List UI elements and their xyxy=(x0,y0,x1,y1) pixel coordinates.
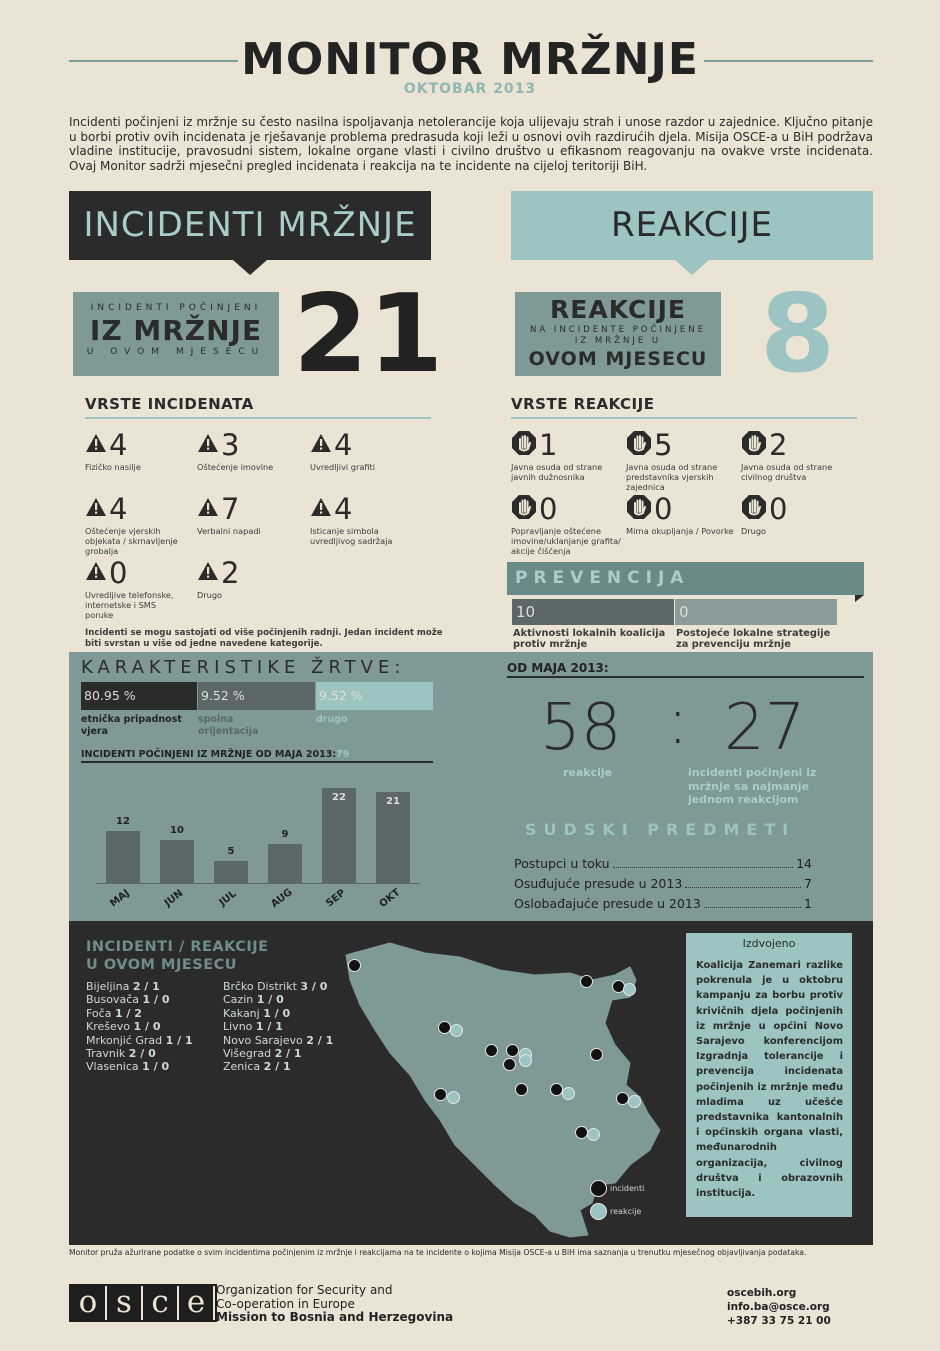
municipality-name: Vlasenica xyxy=(86,1060,143,1074)
court-row-label: Postupci u toku xyxy=(514,856,610,871)
contact-web-link[interactable]: oscebih.org xyxy=(727,1287,797,1299)
warning-icon xyxy=(85,497,107,521)
since-may-separator: : xyxy=(667,685,689,759)
stop-hand-icon xyxy=(741,494,767,524)
reaction-type-row xyxy=(626,430,738,460)
municipality-value: 1 / 0 xyxy=(133,1020,161,1034)
reaction-type-label: Javna osuda od strane javnih dužnosnika xyxy=(511,462,603,482)
reaction-type-label: Drugo xyxy=(741,526,767,536)
incident-type-row xyxy=(310,430,422,460)
osce-logo[interactable] xyxy=(69,1284,217,1322)
incidents-box-line3: U OVOM MJESECU xyxy=(86,347,266,357)
incident-type-item xyxy=(310,430,422,472)
prevention-strategies-bar: 0 xyxy=(675,599,837,625)
chart-category-label: SEP xyxy=(324,887,348,910)
reaction-marker xyxy=(447,1091,460,1104)
municipality-value: 1 / 1 xyxy=(165,1033,193,1047)
municipality-value: 2 / 1 xyxy=(306,1033,334,1047)
incident-note: Incidenti se mogu sastojati od više počinjenih radnji. Jedan incident može biti svrstan u više od jedne navedene kategorije. xyxy=(85,628,443,649)
prevention-coalitions-bar: 10 xyxy=(512,599,674,625)
municipality-value: 2 / 1 xyxy=(132,980,160,993)
victims-sexual-label: spolna orijentacija xyxy=(198,714,259,737)
contact-phone: +387 33 75 21 00 xyxy=(727,1315,831,1327)
incident-marker xyxy=(616,1092,629,1105)
reaction-type-row xyxy=(741,494,853,524)
municipality-list-2 xyxy=(223,980,333,1074)
incident-type-item xyxy=(85,558,197,620)
prevention-title: PREVENCIJA xyxy=(507,562,864,595)
incident-types-title: VRSTE INCIDENATA xyxy=(85,395,254,413)
reaction-type-value: 2 xyxy=(769,428,788,462)
chart-bar xyxy=(214,861,248,883)
incident-type-value: 4 xyxy=(109,428,128,462)
municipality-item xyxy=(223,980,333,993)
incident-type-value: 4 xyxy=(334,492,353,526)
incident-type-row xyxy=(85,430,197,460)
stop-hand-icon xyxy=(626,430,652,460)
municipality-item xyxy=(223,1034,333,1047)
municipality-item xyxy=(86,1060,193,1073)
warning-icon xyxy=(197,433,219,457)
incident-marker xyxy=(503,1058,516,1071)
reactions-box-line3: IZ MRŽNJE U xyxy=(574,336,662,346)
page-title: MONITOR MRŽNJE xyxy=(241,34,699,85)
since-may-rule xyxy=(507,676,864,678)
victims-ethnic-bar: 80.95 % xyxy=(81,682,197,710)
incident-type-label: Drugo xyxy=(197,590,223,600)
reaction-type-row xyxy=(741,430,853,460)
incident-type-item xyxy=(197,494,309,536)
warning-icon xyxy=(310,497,332,521)
map-title-line2: U OVOM MJESECU xyxy=(86,957,238,973)
stop-hand-icon xyxy=(511,430,537,460)
reaction-type-row xyxy=(511,430,623,460)
reaction-type-value: 0 xyxy=(769,492,788,526)
since-may-incidents: 27 xyxy=(724,691,806,765)
incident-type-row xyxy=(310,494,422,524)
municipality-name: Kakanj xyxy=(223,1006,264,1020)
incident-type-item xyxy=(85,494,197,556)
reaction-marker xyxy=(628,1095,641,1108)
municipality-item xyxy=(86,1007,193,1020)
org-line1: Organization for Security and xyxy=(216,1283,393,1297)
logo-letter: c xyxy=(143,1286,177,1320)
victims-ethnic-label: etnička pripadnost vjera xyxy=(81,714,182,737)
stop-hand-icon xyxy=(626,494,652,524)
prevention-fold xyxy=(855,595,864,602)
incident-type-label: Uvredljivi grafiti xyxy=(310,462,376,472)
logo-letter: e xyxy=(179,1286,213,1320)
reactions-box-line1: REAKCIJE xyxy=(550,295,686,324)
municipality-value: 1 / 2 xyxy=(114,1006,142,1020)
victims-other-bar: 9.52 % xyxy=(316,682,433,710)
incident-type-value: 4 xyxy=(109,492,128,526)
incident-type-item xyxy=(197,430,309,472)
municipality-name: Kreševo xyxy=(86,1020,134,1034)
incidents-count-value: 21 xyxy=(293,272,444,397)
municipality-list-1 xyxy=(86,980,193,1074)
reaction-types-rule xyxy=(511,417,857,419)
warning-icon xyxy=(197,497,219,521)
chart-category-label: JUL xyxy=(217,888,239,909)
reactions-header: REAKCIJE xyxy=(511,191,873,260)
incident-type-label: Isticanje simbola uvredljivog sadržaja xyxy=(310,526,393,546)
map-title-line1: INCIDENTI / REAKCIJE xyxy=(86,939,269,955)
incident-type-item xyxy=(85,430,197,472)
municipality-value: 1 / 1 xyxy=(255,1020,283,1034)
incident-type-value: 4 xyxy=(334,428,353,462)
court-row-value: 14 xyxy=(796,856,812,871)
municipality-value: 2 / 1 xyxy=(263,1060,291,1074)
incident-types-rule xyxy=(85,417,431,419)
incident-type-label: Uvredljive telefonske, internetske i SMS poruke xyxy=(85,590,174,620)
victims-other-label: drugo xyxy=(316,714,348,725)
incident-type-label: Oštećenje vjerskih objekata / skrnavljenje grobalja xyxy=(85,526,178,556)
incidents-header-pointer xyxy=(233,260,267,275)
municipality-name: Zenica xyxy=(223,1060,264,1074)
incident-marker xyxy=(348,959,361,972)
chart-bar-value: 9 xyxy=(281,829,289,840)
municipality-name: Busovača xyxy=(86,993,143,1007)
incidents-header: INCIDENTI MRŽNJE xyxy=(69,191,431,260)
municipality-value: 1 / 0 xyxy=(142,1060,170,1074)
incident-type-label: Fizičko nasilje xyxy=(85,462,141,472)
reaction-type-item xyxy=(741,430,853,482)
court-row-value: 1 xyxy=(804,896,812,911)
municipality-value: 1 / 0 xyxy=(263,1006,291,1020)
chart-bar-value: 21 xyxy=(386,796,400,807)
victims-sexual-bar: 9.52 % xyxy=(198,682,315,710)
municipality-value: 1 / 0 xyxy=(256,993,284,1007)
highlight-text: Koalicija Zanemari razlike pokrenula je u oktobru kampanju za borbu protiv krivičnih djela počinjenih iz mržnje u općini Novo Sarajevo konferencijom Izgradnja tolerancije i prevencija incidenata počinjenih iz mržnje među mladima uz učešće predstavnika kantonalnih i općinskih organa vlasti, međunarodnih organizacija, civilnog društva i obrazovnih institucija. xyxy=(696,960,843,1200)
reaction-type-label: Javna osuda od strane civilnog društva xyxy=(741,462,833,482)
municipality-name: Travnik xyxy=(86,1047,129,1061)
court-title: SUDSKI PREDMETI xyxy=(525,820,796,839)
org-line2: Co-operation in Europe xyxy=(216,1296,355,1311)
reaction-type-value: 1 xyxy=(539,428,558,462)
since-may-incidents-label: incidenti počinjeni iz mržnje sa najmanje jednom reakcijom xyxy=(688,766,817,806)
since-may-title: OD MAJA 2013: xyxy=(507,661,609,675)
reaction-type-row xyxy=(626,494,738,524)
incident-marker xyxy=(575,1126,588,1139)
incident-type-value: 2 xyxy=(221,556,240,590)
municipality-value: 3 / 0 xyxy=(300,980,328,993)
reaction-type-value: 0 xyxy=(654,492,673,526)
highlight-title: Izdvojeno xyxy=(742,937,796,950)
warning-icon xyxy=(85,561,107,585)
court-row-convictions xyxy=(514,876,812,891)
court-row-value: 7 xyxy=(804,876,812,891)
prevention-strategies-label: Postojeće lokalne strategije za prevenciju mržnje xyxy=(676,628,831,650)
incident-marker xyxy=(438,1021,451,1034)
page-subtitle: OKTOBAR 2013 xyxy=(403,81,537,97)
chart-bar xyxy=(160,840,194,883)
incident-marker xyxy=(485,1044,498,1057)
incident-type-label: Verbalni napadi xyxy=(197,526,261,536)
municipality-item xyxy=(86,1034,193,1047)
chart-bar-value: 5 xyxy=(227,846,235,857)
victims-title: KARAKTERISTIKE ŽRTVE: xyxy=(81,657,406,678)
municipality-value: 1 / 0 xyxy=(142,993,170,1007)
municipality-name: Višegrad xyxy=(223,1047,275,1061)
reaction-marker xyxy=(562,1087,575,1100)
prevention-coalitions-label: Aktivnosti lokalnih koalicija protiv mržnje xyxy=(513,628,666,650)
municipality-item xyxy=(86,1047,193,1060)
municipality-item xyxy=(86,993,193,1006)
reaction-types-title: VRSTE REAKCIJE xyxy=(511,395,655,413)
chart-total: 79 xyxy=(336,749,350,760)
court-row-label: Osuđujuće presude u 2013 xyxy=(514,876,683,891)
incident-type-row xyxy=(197,430,309,460)
incident-type-value: 3 xyxy=(221,428,240,462)
reactions-count-box xyxy=(515,292,721,376)
org-line3: Mission to Bosnia and Herzegovina xyxy=(216,1310,454,1324)
reactions-header-pointer xyxy=(675,260,709,275)
contact-info xyxy=(727,1286,831,1328)
incidents-count-box xyxy=(73,292,279,376)
legend-incidents-label: incidenti xyxy=(610,1184,645,1193)
warning-icon xyxy=(310,433,332,457)
legend-incidents-marker xyxy=(590,1180,607,1197)
reactions-count-value: 8 xyxy=(760,272,836,397)
chart-category-label: JUN xyxy=(162,887,186,910)
municipality-item xyxy=(223,993,333,1006)
incident-type-item xyxy=(197,558,309,600)
reactions-box-line2: NA INCIDENTE POČINJENE xyxy=(530,325,706,335)
map-title xyxy=(86,938,269,974)
incidents-box-line1: INCIDENTI POČINJENI xyxy=(90,303,262,313)
warning-icon xyxy=(85,433,107,457)
reaction-type-value: 0 xyxy=(539,492,558,526)
incident-type-row xyxy=(85,558,197,588)
legend-reactions-label: reakcije xyxy=(610,1207,642,1216)
incident-type-item xyxy=(310,494,422,546)
municipality-name: Novo Sarajevo xyxy=(223,1033,307,1047)
contact-email-link[interactable]: info.ba@osce.org xyxy=(727,1301,830,1313)
reaction-type-label: Mirna okupljanja / Povorke xyxy=(626,526,734,536)
municipality-item xyxy=(223,1047,333,1060)
court-row-label: Oslobađajuće presude u 2013 xyxy=(514,896,701,911)
since-may-reactions: 58 xyxy=(540,691,622,765)
municipality-value: 2 / 1 xyxy=(274,1047,302,1061)
reaction-marker xyxy=(450,1024,463,1037)
reaction-type-label: Popravljanje oštećene imovine/uklanjanje grafita/ akcije čišćenja xyxy=(511,526,621,556)
incident-type-row xyxy=(197,494,309,524)
incidents-box-line2: IZ MRŽNJE xyxy=(89,314,263,347)
municipality-item xyxy=(223,1020,333,1033)
incident-type-label: Oštećenje imovine xyxy=(197,462,274,472)
reaction-type-value: 5 xyxy=(654,428,673,462)
reaction-type-item xyxy=(626,494,738,536)
chart-category-label: AUG xyxy=(269,886,295,911)
legend-reactions-marker xyxy=(590,1203,607,1220)
incident-marker xyxy=(506,1044,519,1057)
incident-type-value: 0 xyxy=(109,556,128,590)
reaction-marker xyxy=(623,983,636,996)
municipality-name: Mrkonjić Grad xyxy=(86,1033,166,1047)
incident-type-value: 7 xyxy=(221,492,240,526)
court-row-acquittals xyxy=(514,896,812,911)
chart-category-label: OKT xyxy=(377,887,403,910)
chart-bar-value: 10 xyxy=(170,825,184,836)
chart-bar xyxy=(268,844,302,883)
chart-title-rule xyxy=(81,761,433,763)
logo-letter: o xyxy=(71,1286,105,1320)
chart-title: INCIDENTI POČINJENI IZ MRŽNJE OD MAJA 2013: xyxy=(81,749,337,760)
chart-bar-value: 22 xyxy=(332,792,346,803)
stop-hand-icon xyxy=(741,430,767,460)
reaction-type-item xyxy=(741,494,853,536)
footer-note: Monitor pruža ažurirane podatke o svim incidentima počinjenim iz mržnje i reakcijama na te incidente o kojima Misija OSCE-a u BiH ima saznanja u trenutku mjesečnog objavljivanja podataka. xyxy=(69,1248,807,1257)
chart-category-label: MAJ xyxy=(108,887,132,910)
court-row-pending xyxy=(514,856,812,871)
municipality-item xyxy=(86,980,193,993)
reaction-type-item xyxy=(626,430,738,492)
reaction-marker xyxy=(587,1128,600,1141)
municipality-value: 2 / 0 xyxy=(128,1047,156,1061)
intro-text: Incidenti počinjeni iz mržnje su često nasilna ispoljavanja netolerancije koja ulijevaju strah i unose razdor u zajednice. Ključno pitanje u borbi protiv ovih incidenata je rješavanje problema predrasuda koji leži u osnovi ovih razdirućih djela. Misija OSCE-a u BiH podržava vladine institucije, pravosudni sistem, lokalne organe vlasti i civilno društvo u efikasnom reagovanju na ovakve vrste incidenata. Ovaj Monitor sadrži mjesečni pregled incidenata i reakcija na te incidente na cijeloj teritoriji BiH. xyxy=(69,115,873,173)
reaction-marker xyxy=(519,1054,532,1067)
reaction-type-item xyxy=(511,494,623,556)
incident-marker xyxy=(580,975,593,988)
municipality-name: Foča xyxy=(86,1006,115,1020)
reaction-type-label: Javna osuda od strane predstavnika vjerskih zajednica xyxy=(626,462,718,492)
municipality-item xyxy=(223,1007,333,1020)
municipality-name: Bijeljina xyxy=(86,980,133,993)
reaction-type-row xyxy=(511,494,623,524)
incident-type-row xyxy=(85,494,197,524)
highlight-box xyxy=(686,933,852,1217)
org-name xyxy=(216,1284,453,1325)
stop-hand-icon xyxy=(511,494,537,524)
chart-bar-value: 12 xyxy=(116,816,130,827)
incident-marker xyxy=(590,1048,603,1061)
chart-bar xyxy=(106,831,140,883)
municipality-item xyxy=(86,1020,193,1033)
reactions-box-line4: OVOM MJESECU xyxy=(528,348,708,370)
chart-baseline xyxy=(96,883,420,884)
municipality-name: Cazin xyxy=(223,993,257,1007)
logo-letter: s xyxy=(107,1286,141,1320)
municipality-name: Brčko Distrikt xyxy=(223,980,301,993)
incident-marker xyxy=(434,1088,447,1101)
warning-icon xyxy=(197,561,219,585)
reaction-type-item xyxy=(511,430,623,482)
municipality-name: Livno xyxy=(223,1020,256,1034)
municipality-item xyxy=(223,1060,333,1073)
incident-marker xyxy=(515,1083,528,1096)
incident-type-row xyxy=(197,558,309,588)
since-may-reactions-label: reakcije xyxy=(563,766,613,779)
